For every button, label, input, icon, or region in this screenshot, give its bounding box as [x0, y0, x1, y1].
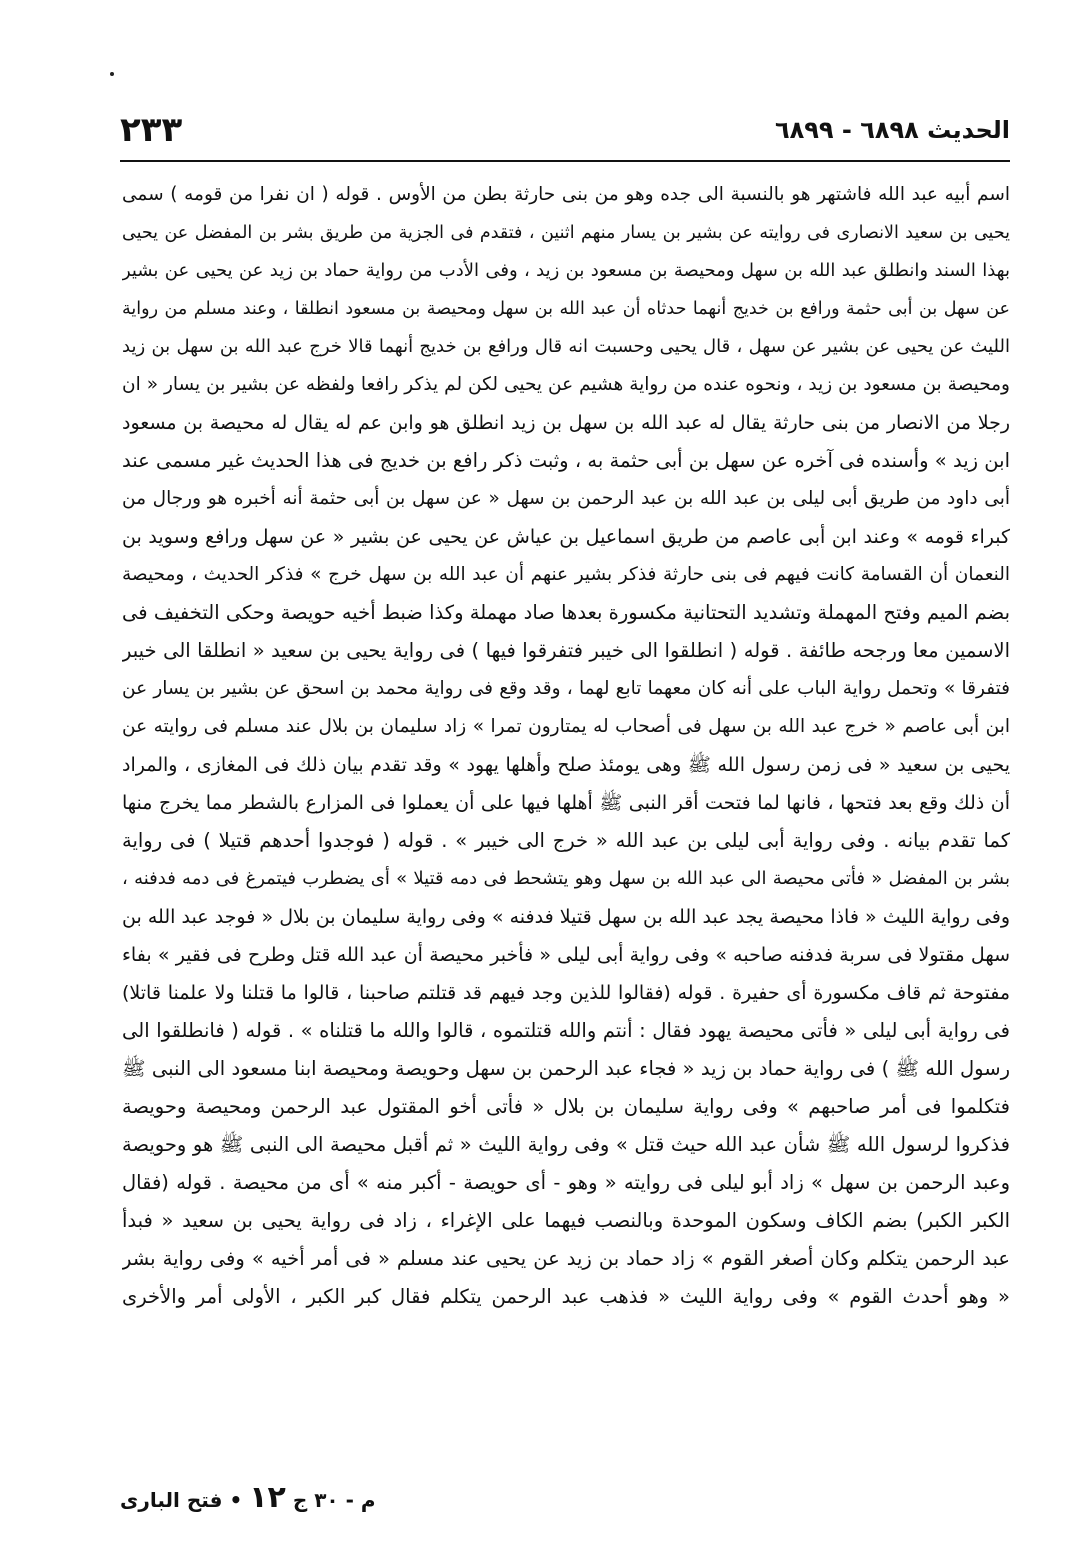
text-line: عن سهل بن أبى حثمة ورافع بن خديج أنهما حدثاه أن عبد الله بن سهل ومحيصة بن مسعود انطلقا ، وعند مسلم من رواية	[122, 299, 1010, 319]
text-line: الكبر الكبر) بضم الكاف وسكون الموحدة وبالنصب فيهما على الإغراء ، زاد فى رواية يحيى بن سعيد « فبدأ	[122, 1209, 1010, 1232]
page-number: ٢٣٣	[120, 110, 183, 150]
body-text	[122, 176, 1010, 1316]
text-line: رجلا من الانصار من بنى حارثة يقال له عبد الله بن سهل بن زيد انطلق هو وابن عم له يقال له محيصة بن مسعود	[122, 412, 1010, 434]
text-line: ومحيصة بن مسعود بن زيد ، ونحوه عنده من رواية هشيم عن يحيى لكن لم يذكر رافعا ولفظه عن بشير بن يسار « ان	[122, 374, 1010, 395]
footer-volume: ١٢	[249, 1480, 286, 1515]
text-line: مفتوحة ثم قاف مكسورة أى حفيرة . قوله (فقالوا للذين وجد فيهم قد قتلتم صاحبنا ، قالوا ما قتلنا ولا علمنا قاتلا)	[122, 982, 1010, 1004]
text-line: أبى داود من طريق أبى ليلى بن عبد الله بن عبد الرحمن بن سهل « عن سهل بن أبى حثمة أنه أخبره هو ورجال من	[122, 488, 1010, 509]
page-header	[120, 110, 1010, 156]
text-line: فتفرقا » وتحمل رواية الباب على أنه كان معهما تابع لهما ، وقد وقع فى رواية محمد بن اسحق عن بشير بن يسار عن	[122, 678, 1010, 699]
ink-speck	[110, 72, 114, 76]
footer-title: • فتح البارى	[120, 1488, 243, 1512]
text-line: ابن زيد » وأسنده فى آخره عن سهل بن أبى حثمة به ، وثبت ذكر رافع بن خديج فى هذا الحديث غير مسمى عند	[122, 449, 1010, 472]
text-line: فى رواية أبى ليلى « فأتى محيصة يهود فقال : أنتم والله قتلتموه ، قالوا والله ما قتلناه » . قوله ( فانطلقوا الى	[122, 1019, 1010, 1042]
text-line: يحيى بن سعيد الانصارى فى روايته عن بشير بن يسار منهم اثنين ، فتقدم فى الجزية من طريق بشر بن المفضل عن يحيى	[122, 223, 1010, 243]
header-rule	[120, 160, 1010, 162]
text-line: بهذا السند وانطلق عبد الله بن سهل ومحيصة بن مسعود بن زيد ، وفى الأدب من رواية حماد بن زيد عن يحيى عن بشير	[122, 260, 1010, 281]
text-line: الاسمين معا ورجحه طائفة . قوله ( انطلقوا الى خيبر فتفرقوا فيها ) فى رواية يحيى بن سعيد « انطلقا الى خيبر	[122, 639, 1010, 662]
text-line: بضم الميم وفتح المهملة وتشديد التحتانية مكسورة بعدها صاد مهملة وكذا ضبط أخيه حويصة وحكى التخفيف فى	[122, 601, 1010, 624]
running-title: الحديث ٦٨٩٨ - ٦٨٩٩	[774, 116, 1010, 144]
text-line: كما تقدم بيانه . وفى رواية أبى ليلى بن عبد الله « خرج الى خيبر » . قوله ( فوجدوا أحدهم قتيلا ) فى رواية	[122, 829, 1010, 852]
text-line: سهل مقتولا فى سربة فدفنه صاحبه » وفى رواية أبى ليلى « فأخبر محيصة أن عبد الله قتل وطرح فى فقير » بفاء	[122, 944, 1010, 966]
text-line: وعبد الرحمن بن سهل » زاد أبو ليلى فى روايته « وهو - أى حويصة - أكبر منه » أى من محيصة . قوله (فقال	[122, 1171, 1010, 1194]
text-line: اسم أبيه عبد الله فاشتهر هو بالنسبة الى جده وهو من بنى حارثة بطن من الأوس . قوله ( ان نفرا من قومه ) سمى	[122, 184, 1010, 205]
text-line: أن ذلك وقع بعد فتحها ، فانها لما فتحت أقر النبى ﷺ أهلها فيها على أن يعملوا فى المزارع بالشطر مما يخرج منها	[122, 792, 1010, 814]
text-line: الليث عن يحيى عن بشير عن سهل ، قال يحيى وحسبت انه قال ورافع بن خديج أنهما قالا خرج عبد الله بن سهل بن زيد	[122, 336, 1010, 357]
text-line: فذكروا لرسول الله ﷺ شأن عبد الله حيث قتل » وفى رواية الليث « ثم أقبل محيصة الى النبى ﷺ هو وحويصة	[122, 1133, 1010, 1156]
text-line: يحيى بن سعيد « فى زمن رسول الله ﷺ وهى يومئذ صلح وأهلها يهود » وقد تقدم بيان ذلك فى المغازى ، والمراد	[122, 754, 1010, 776]
text-line: ابن أبى عاصم « خرج عبد الله بن سهل فى أصحاب له يمتارون تمرا » زاد سليمان بن بلال عند مسلم فى روايته عن	[122, 716, 1010, 737]
text-line: بشر بن المفضل « فأتى محيصة الى عبد الله بن سهل وهو يتشحط فى دمه قتيلا » أى يضطرب فيتمرغ فى دمه فدفنه ،	[122, 868, 1010, 889]
page-footer	[120, 1480, 450, 1515]
text-line: « وهو أحدث القوم » وفى رواية الليث « فذهب عبد الرحمن يتكلم فقال كبر الكبر ، الأولى أمر والأخرى	[122, 1285, 1010, 1308]
text-line: كبراء قومه » وعند ابن أبى عاصم من طريق اسماعيل بن عياش عن يحيى عن بشير « عن سهل ورافع وسويد بن	[122, 526, 1010, 548]
text-line: وفى رواية الليث « فاذا محيصة يجد عبد الله بن سهل قتيلا فدفنه » وفى رواية سليمان بن بلال « فوجد عبد الله بن	[122, 906, 1010, 928]
footer-prefix: م - ٣٠ ج	[292, 1488, 376, 1512]
text-line: عبد الرحمن يتكلم وكان أصغر القوم » زاد حماد بن زيد عن يحيى عند مسلم « فى أمر أخيه » وفى رواية بشر	[122, 1247, 1010, 1270]
text-line: رسول الله ﷺ ) فى رواية حماد بن زيد « فجاء عبد الرحمن بن سهل وحويصة ومحيصة ابنا مسعود الى النبى ﷺ	[122, 1057, 1010, 1080]
text-line: فتكلموا فى أمر صاحبهم » وفى رواية سليمان بن بلال « فأتى أخو المقتول عبد الرحمن ومحيصة وحويصة	[122, 1095, 1010, 1118]
text-line: النعمان أن القسامة كانت فيهم فى بنى حارثة فذكر بشير عنهم أن عبد الله بن سهل خرج » فذكر الحديث ، ومحيصة	[122, 564, 1010, 585]
